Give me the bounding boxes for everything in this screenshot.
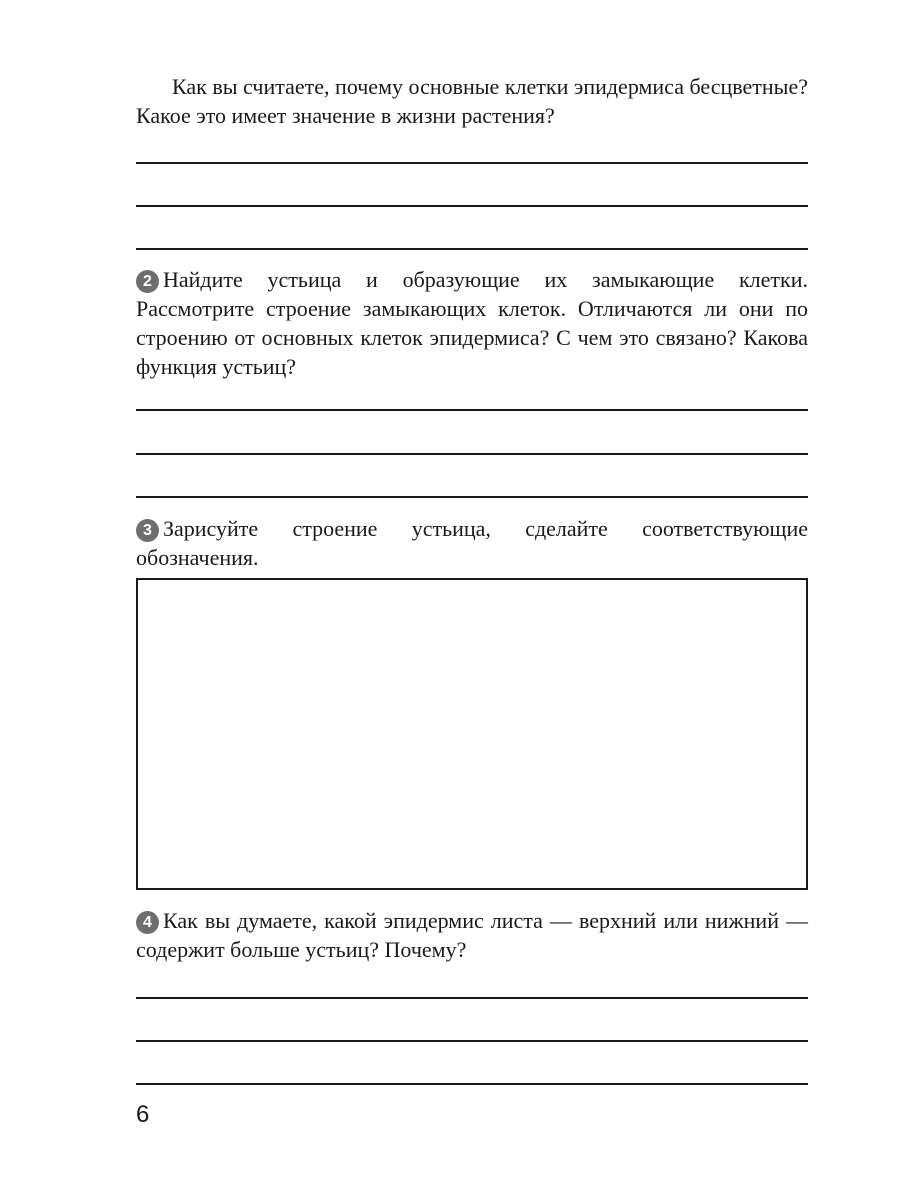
answer-line[interactable] — [136, 162, 808, 164]
drawing-area[interactable] — [136, 578, 808, 890]
task-4-text: Как вы думаете, какой эпидермис листа — верхний или нижний — содержит больше устьиц? Почему? — [136, 908, 808, 962]
task-3 — [136, 514, 808, 572]
task-number-badge: 2 — [136, 270, 159, 293]
answer-line[interactable] — [136, 248, 808, 250]
page-number: 6 — [136, 1101, 150, 1128]
answer-line[interactable] — [136, 1040, 808, 1042]
answer-line[interactable] — [136, 453, 808, 455]
question-1 — [136, 72, 808, 130]
task-4-paragraph — [136, 906, 808, 964]
answer-line[interactable] — [136, 205, 808, 207]
task-number-badge: 3 — [136, 519, 159, 542]
question-1-text: Как вы считаете, почему основные клетки эпидермиса бесцветные? Какое это имеет значение в жизни растения? — [136, 74, 808, 128]
task-2 — [136, 265, 808, 381]
answer-line[interactable] — [136, 496, 808, 498]
task-3-paragraph — [136, 514, 808, 572]
task-2-paragraph — [136, 265, 808, 381]
task-3-text: Зарисуйте строение устьица, сделайте соответствующие обозначения. — [136, 516, 808, 570]
task-2-text: Найдите устьица и образующие их замыкающие клетки. Рассмотрите строение замыкающих клеток. Отличаются ли они по строению от основных клеток эпидермиса? С чем это связано? Какова функция устьиц? — [136, 267, 808, 379]
task-4 — [136, 906, 808, 964]
answer-line[interactable] — [136, 409, 808, 411]
answer-line[interactable] — [136, 1083, 808, 1085]
task-number-badge: 4 — [136, 911, 159, 934]
answer-line[interactable] — [136, 997, 808, 999]
